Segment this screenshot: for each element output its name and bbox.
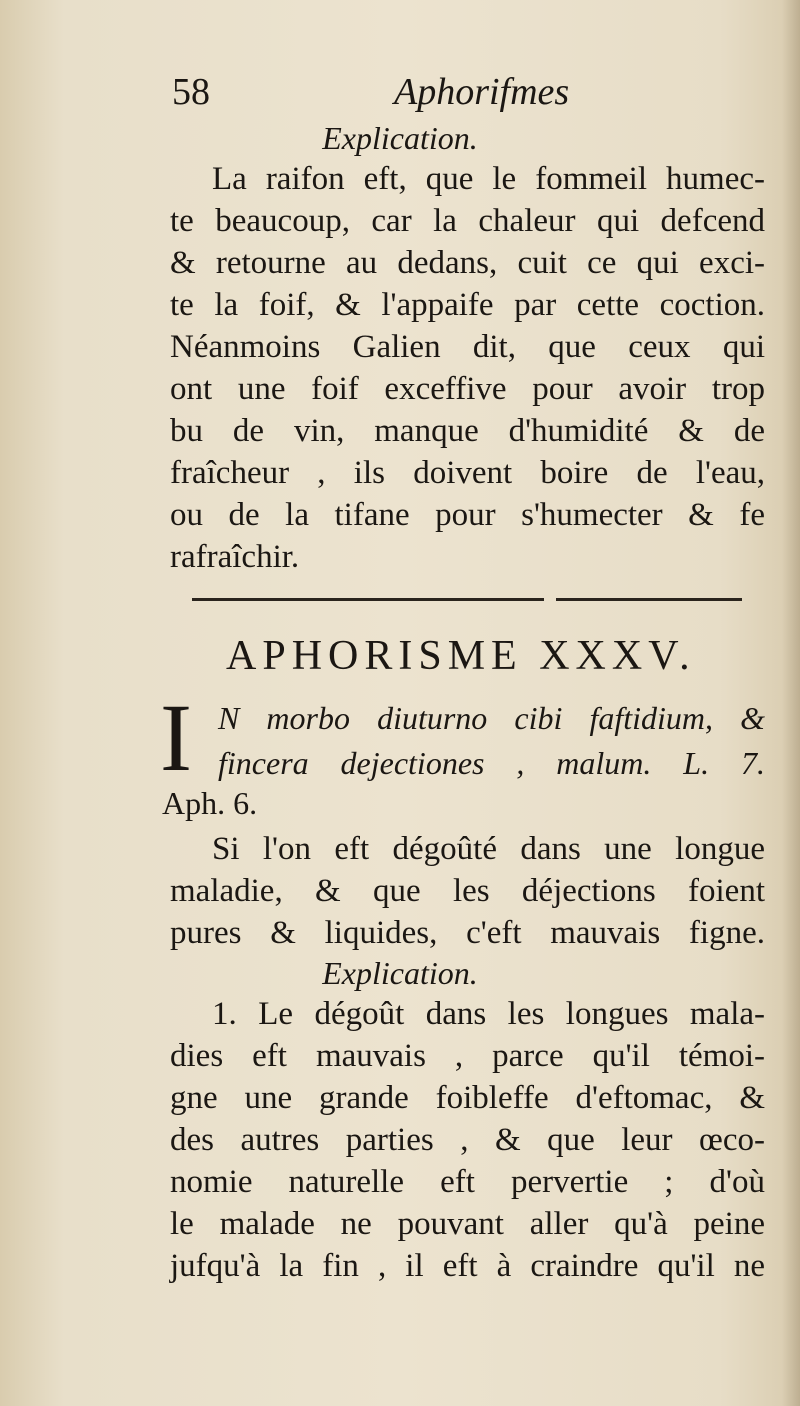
latin-text-line: fincera dejectiones , malum. L. 7. <box>218 745 765 781</box>
text-line: jufqu'à la fin , il eft à craindre qu'il ne <box>170 1248 765 1284</box>
text-line: te la foif, & l'appaife par cette coction. <box>170 287 765 323</box>
text-line: gne une grande foibleffe d'eftomac, & <box>170 1080 765 1116</box>
explication-heading-1: Explication. <box>322 120 478 156</box>
text-line: maladie, & que les déjections foient <box>170 873 765 909</box>
text-line: bu de vin, manque d'humidité & de <box>170 413 765 449</box>
text-line: Si l'on eft dégoûté dans une longue <box>212 831 765 867</box>
section-rule-right <box>556 598 742 601</box>
text-line: & retourne au dedans, cuit ce qui exci- <box>170 245 765 281</box>
text-line: nomie naturelle eft pervertie ; d'où <box>170 1164 765 1200</box>
text-line: ont une foif exceffive pour avoir trop <box>170 371 765 407</box>
text-line: te beaucoup, car la chaleur qui defcend <box>170 203 765 239</box>
section-rule-left <box>192 598 544 601</box>
text-line: des autres parties , & que leur œco- <box>170 1122 765 1158</box>
text-line: ou de la tifane pour s'humecter & fe <box>170 497 765 533</box>
text-line: dies eft mauvais , parce qu'il témoi- <box>170 1038 765 1074</box>
text-line: pures & liquides, c'eft mauvais figne. <box>170 915 765 951</box>
text-line: La raifon eft, que le fommeil humec- <box>212 161 765 197</box>
text-line: fraîcheur , ils doivent boire de l'eau, <box>170 455 765 491</box>
text-line: Néanmoins Galien dit, que ceux qui <box>170 329 765 365</box>
explication-heading-2: Explication. <box>322 955 478 991</box>
text-line: le malade ne pouvant aller qu'à peine <box>170 1206 765 1242</box>
running-head <box>172 70 592 120</box>
latin-text-line: N morbo diuturno cibi faftidium, & <box>218 700 765 736</box>
text-line: rafraîchir. <box>170 539 300 575</box>
page-number: 58 <box>172 71 210 113</box>
text-line: 1. Le dégoût dans les longues mala- <box>212 996 765 1032</box>
aphorism-title: APHORISME XXXV. <box>226 633 696 679</box>
latin-reference: Aph. 6. <box>162 785 258 821</box>
drop-cap: I <box>160 684 192 791</box>
running-title: Aphorifmes <box>394 71 570 113</box>
page-fold-shadow <box>782 0 800 1406</box>
